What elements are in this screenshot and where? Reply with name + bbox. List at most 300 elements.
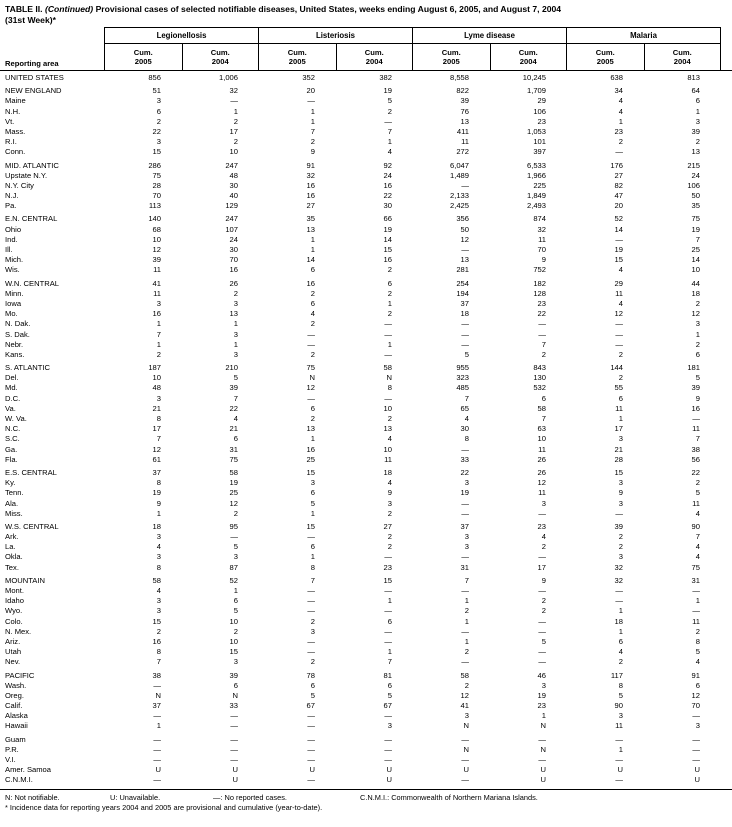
table-row (0, 96, 732, 106)
value-cell: 10 (383, 403, 392, 413)
value-cell: 19 (460, 488, 469, 498)
value-cell: 16 (383, 180, 392, 190)
value-cell: 1 (156, 339, 161, 349)
value-cell: 2 (464, 647, 469, 657)
value-cell: 2 (618, 373, 623, 383)
value-cell: 1 (618, 116, 623, 126)
value-cell: 27 (306, 201, 315, 211)
value-cell: 10 (152, 234, 161, 244)
value-cell: 181 (687, 363, 700, 373)
table-row (0, 225, 732, 235)
value-cell: 485 (456, 383, 469, 393)
value-cell: 3 (618, 711, 623, 721)
area-cell: Colo. (5, 616, 23, 626)
value-cell: — (230, 744, 238, 754)
value-cell: 12 (152, 245, 161, 254)
area-cell: Calif. (5, 701, 23, 711)
value-cell: 19 (383, 224, 392, 234)
table-row (0, 499, 732, 509)
area-cell: MOUNTAIN (5, 575, 45, 585)
table-row (0, 181, 732, 191)
value-cell: 12 (460, 234, 469, 244)
value-cell: 31 (691, 575, 700, 585)
value-cell: 4 (618, 96, 623, 106)
value-cell: 2 (695, 339, 700, 349)
value-cell: 32 (306, 170, 315, 180)
value-cell: 1 (387, 137, 392, 147)
table-title (0, 0, 732, 25)
value-cell: 21 (152, 403, 161, 413)
value-cell: 18 (152, 521, 161, 531)
table-row (0, 488, 732, 498)
value-cell: 1 (233, 319, 238, 329)
value-cell: 2 (156, 349, 161, 359)
value-cell: — (384, 626, 392, 636)
value-cell: 4 (233, 414, 238, 423)
value-cell: 15 (306, 521, 315, 531)
value-cell: — (461, 734, 469, 744)
value-cell: 7 (695, 234, 700, 244)
value-cell: 39 (691, 383, 700, 393)
value-cell: — (384, 711, 392, 721)
value-cell: 15 (229, 647, 238, 657)
value-cell: U (386, 765, 392, 775)
header-groups (104, 27, 721, 70)
table-row (0, 721, 732, 731)
value-cell: — (307, 393, 315, 403)
value-cell: 37 (152, 701, 161, 711)
table-section (0, 161, 732, 212)
value-cell: — (692, 711, 700, 721)
value-cell: 11 (153, 265, 161, 275)
value-cell: 3 (156, 298, 161, 308)
table-row (0, 404, 732, 414)
value-cell: 8 (387, 383, 392, 393)
value-cell: — (153, 775, 161, 785)
value-cell: 7 (156, 434, 161, 444)
value-cell: 3 (156, 596, 161, 606)
value-cell: 17 (537, 562, 546, 572)
value-cell: 2 (233, 626, 238, 636)
table-row (0, 637, 732, 647)
value-cell: 2 (310, 349, 315, 359)
value-cell: 32 (614, 562, 623, 572)
value-cell: 70 (691, 701, 700, 711)
value-cell: 10 (152, 373, 161, 383)
table-row (0, 627, 732, 637)
value-cell: 1 (618, 606, 623, 616)
value-cell: U (540, 765, 546, 775)
value-cell: 11 (538, 444, 546, 454)
value-cell: 2 (695, 137, 700, 147)
value-cell: 10,245 (522, 73, 546, 82)
value-cell: 8 (464, 434, 469, 444)
value-cell: 5 (310, 690, 315, 700)
value-cell: 65 (460, 403, 469, 413)
value-cell: 1 (464, 596, 469, 606)
value-cell: 2 (618, 137, 623, 147)
value-cell: 6 (310, 298, 315, 308)
value-cell: 144 (610, 363, 623, 373)
area-cell: S.C. (5, 434, 20, 444)
value-cell: 4 (156, 586, 161, 595)
value-cell: 31 (460, 562, 469, 572)
value-cell: 3 (233, 552, 238, 562)
value-cell: 3 (233, 298, 238, 308)
value-cell: 4 (695, 508, 700, 518)
value-cell: 6 (233, 596, 238, 606)
value-cell: 194 (456, 288, 469, 298)
value-cell: 41 (460, 701, 469, 711)
table-row (0, 265, 732, 275)
value-cell: 35 (306, 214, 315, 224)
value-cell: 17 (152, 424, 161, 434)
value-cell: 29 (537, 96, 546, 106)
value-cell: N (155, 690, 161, 700)
value-cell: 4 (695, 657, 700, 667)
area-cell: NEW ENGLAND (5, 86, 62, 96)
area-cell: Nev. (5, 657, 21, 667)
value-cell: N (386, 373, 392, 383)
value-cell: — (384, 586, 392, 595)
value-cell: — (461, 329, 469, 339)
value-cell: 2 (387, 106, 392, 116)
value-cell: 11 (384, 454, 392, 464)
value-cell: 1,489 (449, 170, 469, 180)
footnote-not-notifiable: N: Not notifiable. (5, 793, 60, 802)
value-cell: 4 (618, 265, 623, 275)
value-cell: 2 (618, 542, 623, 552)
value-cell: 15 (614, 255, 623, 265)
value-cell: 7 (695, 532, 700, 542)
value-cell: — (230, 734, 238, 744)
value-cell: 2 (310, 414, 315, 423)
area-cell: Del. (5, 373, 19, 383)
value-cell: 210 (225, 363, 238, 373)
value-cell: 12 (691, 309, 700, 319)
value-cell: 2 (618, 349, 623, 359)
area-cell: Alaska (5, 711, 28, 721)
value-cell: 8 (156, 414, 161, 423)
value-cell: 11 (538, 234, 546, 244)
area-cell: Tex. (5, 562, 19, 572)
area-cell: Wis. (5, 265, 20, 275)
value-cell: 31 (229, 444, 238, 454)
value-cell: 2 (156, 626, 161, 636)
value-cell: 1 (541, 711, 546, 721)
value-cell: 29 (614, 278, 623, 288)
title-week: (31st Week)* (5, 14, 56, 25)
value-cell: U (617, 765, 623, 775)
value-cell: 8 (156, 647, 161, 657)
area-cell: Conn. (5, 147, 26, 157)
value-cell: U (694, 765, 700, 775)
value-cell: 75 (229, 454, 238, 464)
area-cell: Md. (5, 383, 18, 393)
value-cell: 23 (537, 298, 546, 308)
value-cell: 532 (533, 383, 546, 393)
table-section (0, 214, 732, 275)
value-cell: — (384, 329, 392, 339)
table-row (0, 434, 732, 444)
value-cell: 2 (387, 265, 392, 275)
value-cell: — (461, 245, 469, 254)
value-cell: 2 (310, 319, 315, 329)
area-cell: E.S. CENTRAL (5, 467, 57, 477)
value-cell: 1,849 (526, 191, 546, 201)
table-section (0, 279, 732, 361)
value-cell: 3 (233, 349, 238, 359)
value-cell: 23 (537, 521, 546, 531)
value-cell: 58 (537, 403, 546, 413)
legionellosis-cum-2005-header: Cum. 2005 (133, 48, 153, 66)
value-cell: 9 (618, 488, 623, 498)
value-cell: 1 (233, 339, 238, 349)
value-cell: 13 (460, 255, 469, 265)
value-cell: 106 (687, 180, 700, 190)
value-cell: 2 (618, 532, 623, 542)
value-cell: 16 (691, 403, 700, 413)
value-cell: 5 (695, 373, 700, 383)
value-cell: 13 (306, 424, 315, 434)
area-cell: Idaho (5, 596, 25, 606)
title-part1: TABLE II. (5, 4, 43, 14)
value-cell: 22 (537, 309, 546, 319)
value-cell: 12 (691, 690, 700, 700)
value-cell: — (384, 606, 392, 616)
value-cell: — (615, 339, 623, 349)
value-cell: 3 (156, 552, 161, 562)
value-cell: — (461, 319, 469, 329)
title-part2: Provisional cases of selected notifiable diseases, United States, weeks ending August 6, 2005, and August 7, 2004 (95, 4, 562, 14)
area-cell: Okla. (5, 552, 23, 562)
value-cell: 2 (387, 414, 392, 423)
value-cell: 7 (464, 575, 469, 585)
value-cell: 1 (464, 616, 469, 626)
value-cell: — (384, 393, 392, 403)
value-cell: 21 (229, 424, 238, 434)
value-cell: — (615, 234, 623, 244)
value-cell: 822 (456, 86, 469, 96)
value-cell: — (384, 319, 392, 329)
area-cell: Ill. (5, 245, 13, 254)
area-cell: Maine (5, 96, 26, 106)
value-cell: — (384, 116, 392, 126)
value-cell: 247 (225, 160, 238, 170)
value-cell: — (615, 319, 623, 329)
value-cell: 22 (691, 467, 700, 477)
value-cell: 4 (310, 309, 315, 319)
value-cell: U (463, 765, 469, 775)
value-cell: 16 (383, 255, 392, 265)
table-row (0, 765, 732, 775)
area-cell: Hawaii (5, 721, 28, 731)
value-cell: U (694, 775, 700, 785)
table-section (0, 576, 732, 668)
value-cell: 7 (387, 126, 392, 136)
value-cell: 1,053 (526, 126, 546, 136)
value-cell: 215 (687, 160, 700, 170)
value-cell: — (538, 586, 546, 595)
value-cell: — (307, 721, 315, 731)
value-cell: 3 (695, 319, 700, 329)
value-cell: 16 (229, 265, 238, 275)
value-cell: 5 (387, 690, 392, 700)
value-cell: 30 (229, 245, 238, 254)
area-cell: W. Va. (5, 414, 27, 423)
area-cell: Mont. (5, 586, 24, 595)
value-cell: 1 (695, 329, 700, 339)
value-cell: 3 (310, 478, 315, 488)
area-cell: N.C. (5, 424, 21, 434)
table-row (0, 214, 732, 224)
value-cell: 9 (541, 255, 546, 265)
value-cell: — (615, 755, 623, 764)
value-cell: 16 (152, 309, 161, 319)
value-cell: 3 (618, 552, 623, 562)
value-cell: 843 (533, 363, 546, 373)
value-cell: 4 (618, 106, 623, 116)
value-cell: 3 (464, 532, 469, 542)
value-cell: 6,533 (526, 160, 546, 170)
value-cell: — (461, 755, 469, 764)
footnote-unavailable: U: Unavailable. (110, 793, 161, 802)
table-row (0, 617, 732, 627)
value-cell: — (384, 744, 392, 754)
table-row (0, 563, 732, 573)
table-row (0, 235, 732, 245)
value-cell: 32 (537, 224, 546, 234)
value-cell: 5 (618, 690, 623, 700)
value-cell: 11 (538, 488, 546, 498)
value-cell: 22 (229, 403, 238, 413)
value-cell: 7 (156, 657, 161, 667)
value-cell: 92 (383, 160, 392, 170)
value-cell: 813 (687, 73, 700, 82)
table-row (0, 606, 732, 616)
value-cell: 67 (383, 701, 392, 711)
value-cell: 11 (692, 424, 700, 434)
area-cell: D.C. (5, 393, 21, 403)
value-cell: 46 (537, 670, 546, 680)
value-cell: 58 (383, 363, 392, 373)
legionellosis-cum-2004-header: Cum. 2004 (182, 44, 259, 70)
value-cell: 70 (537, 245, 546, 254)
value-cell: 20 (614, 201, 623, 211)
table-section (0, 86, 732, 157)
table-row (0, 745, 732, 755)
value-cell: 1 (618, 414, 623, 423)
value-cell: 9 (156, 498, 161, 508)
table-row (0, 478, 732, 488)
value-cell: 48 (229, 170, 238, 180)
table-row (0, 350, 732, 360)
value-cell: — (384, 734, 392, 744)
value-cell: 11 (615, 288, 623, 298)
value-cell: — (384, 755, 392, 764)
group-legionellosis: Legionellosis Cum. 2005 Cum. 2004 (104, 28, 258, 70)
value-cell: U (309, 765, 315, 775)
value-cell: 37 (460, 298, 469, 308)
area-cell: N.Y. City (5, 180, 34, 190)
table-row (0, 363, 732, 373)
area-cell: Fla. (5, 454, 18, 464)
value-cell: 955 (456, 363, 469, 373)
table-row (0, 394, 732, 404)
value-cell: 19 (691, 224, 700, 234)
value-cell: 11 (692, 498, 700, 508)
area-cell: C.N.M.I. (5, 775, 33, 785)
value-cell: U (232, 765, 238, 775)
value-cell: — (307, 711, 315, 721)
value-cell: 25 (229, 488, 238, 498)
value-cell: 247 (225, 214, 238, 224)
area-cell: UNITED STATES (5, 73, 64, 82)
table-row (0, 279, 732, 289)
area-cell: S. ATLANTIC (5, 363, 51, 373)
value-cell: 10 (383, 444, 392, 454)
value-cell: 11 (615, 403, 623, 413)
value-cell: 4 (695, 552, 700, 562)
value-cell: 19 (152, 488, 161, 498)
table-row (0, 775, 732, 785)
value-cell: 6 (387, 680, 392, 690)
value-cell: 17 (614, 424, 623, 434)
value-cell: 30 (460, 424, 469, 434)
value-cell: 6 (695, 680, 700, 690)
value-cell: 3 (387, 498, 392, 508)
value-cell: 117 (610, 670, 623, 680)
value-cell: U (232, 775, 238, 785)
table-row (0, 414, 732, 424)
value-cell: — (307, 744, 315, 754)
table-row (0, 309, 732, 319)
area-cell: PACIFIC (5, 670, 35, 680)
value-cell: 67 (306, 701, 315, 711)
value-cell: — (461, 498, 469, 508)
value-cell: 37 (152, 467, 161, 477)
table-row (0, 299, 732, 309)
table-row (0, 161, 732, 171)
area-cell: Mo. (5, 309, 18, 319)
value-cell: 11 (461, 137, 469, 147)
value-cell: 47 (614, 191, 623, 201)
value-cell: — (461, 626, 469, 636)
value-cell: — (538, 616, 546, 626)
value-cell: 12 (537, 478, 546, 488)
value-cell: 1,966 (526, 170, 546, 180)
value-cell: 68 (152, 224, 161, 234)
table-row (0, 383, 732, 393)
value-cell: 7 (310, 126, 315, 136)
value-cell: 182 (533, 278, 546, 288)
value-cell: 3 (541, 498, 546, 508)
value-cell: 70 (229, 255, 238, 265)
table-row (0, 701, 732, 711)
value-cell: 50 (691, 191, 700, 201)
area-cell: Ky. (5, 478, 16, 488)
table-section (0, 735, 732, 786)
value-cell: 3 (464, 542, 469, 552)
value-cell: 24 (383, 170, 392, 180)
table-row (0, 137, 732, 147)
value-cell: 21 (614, 444, 623, 454)
value-cell: 12 (152, 444, 161, 454)
value-cell: 6 (695, 96, 700, 106)
table-row (0, 542, 732, 552)
area-cell: Pa. (5, 201, 17, 211)
value-cell: 4 (387, 434, 392, 444)
